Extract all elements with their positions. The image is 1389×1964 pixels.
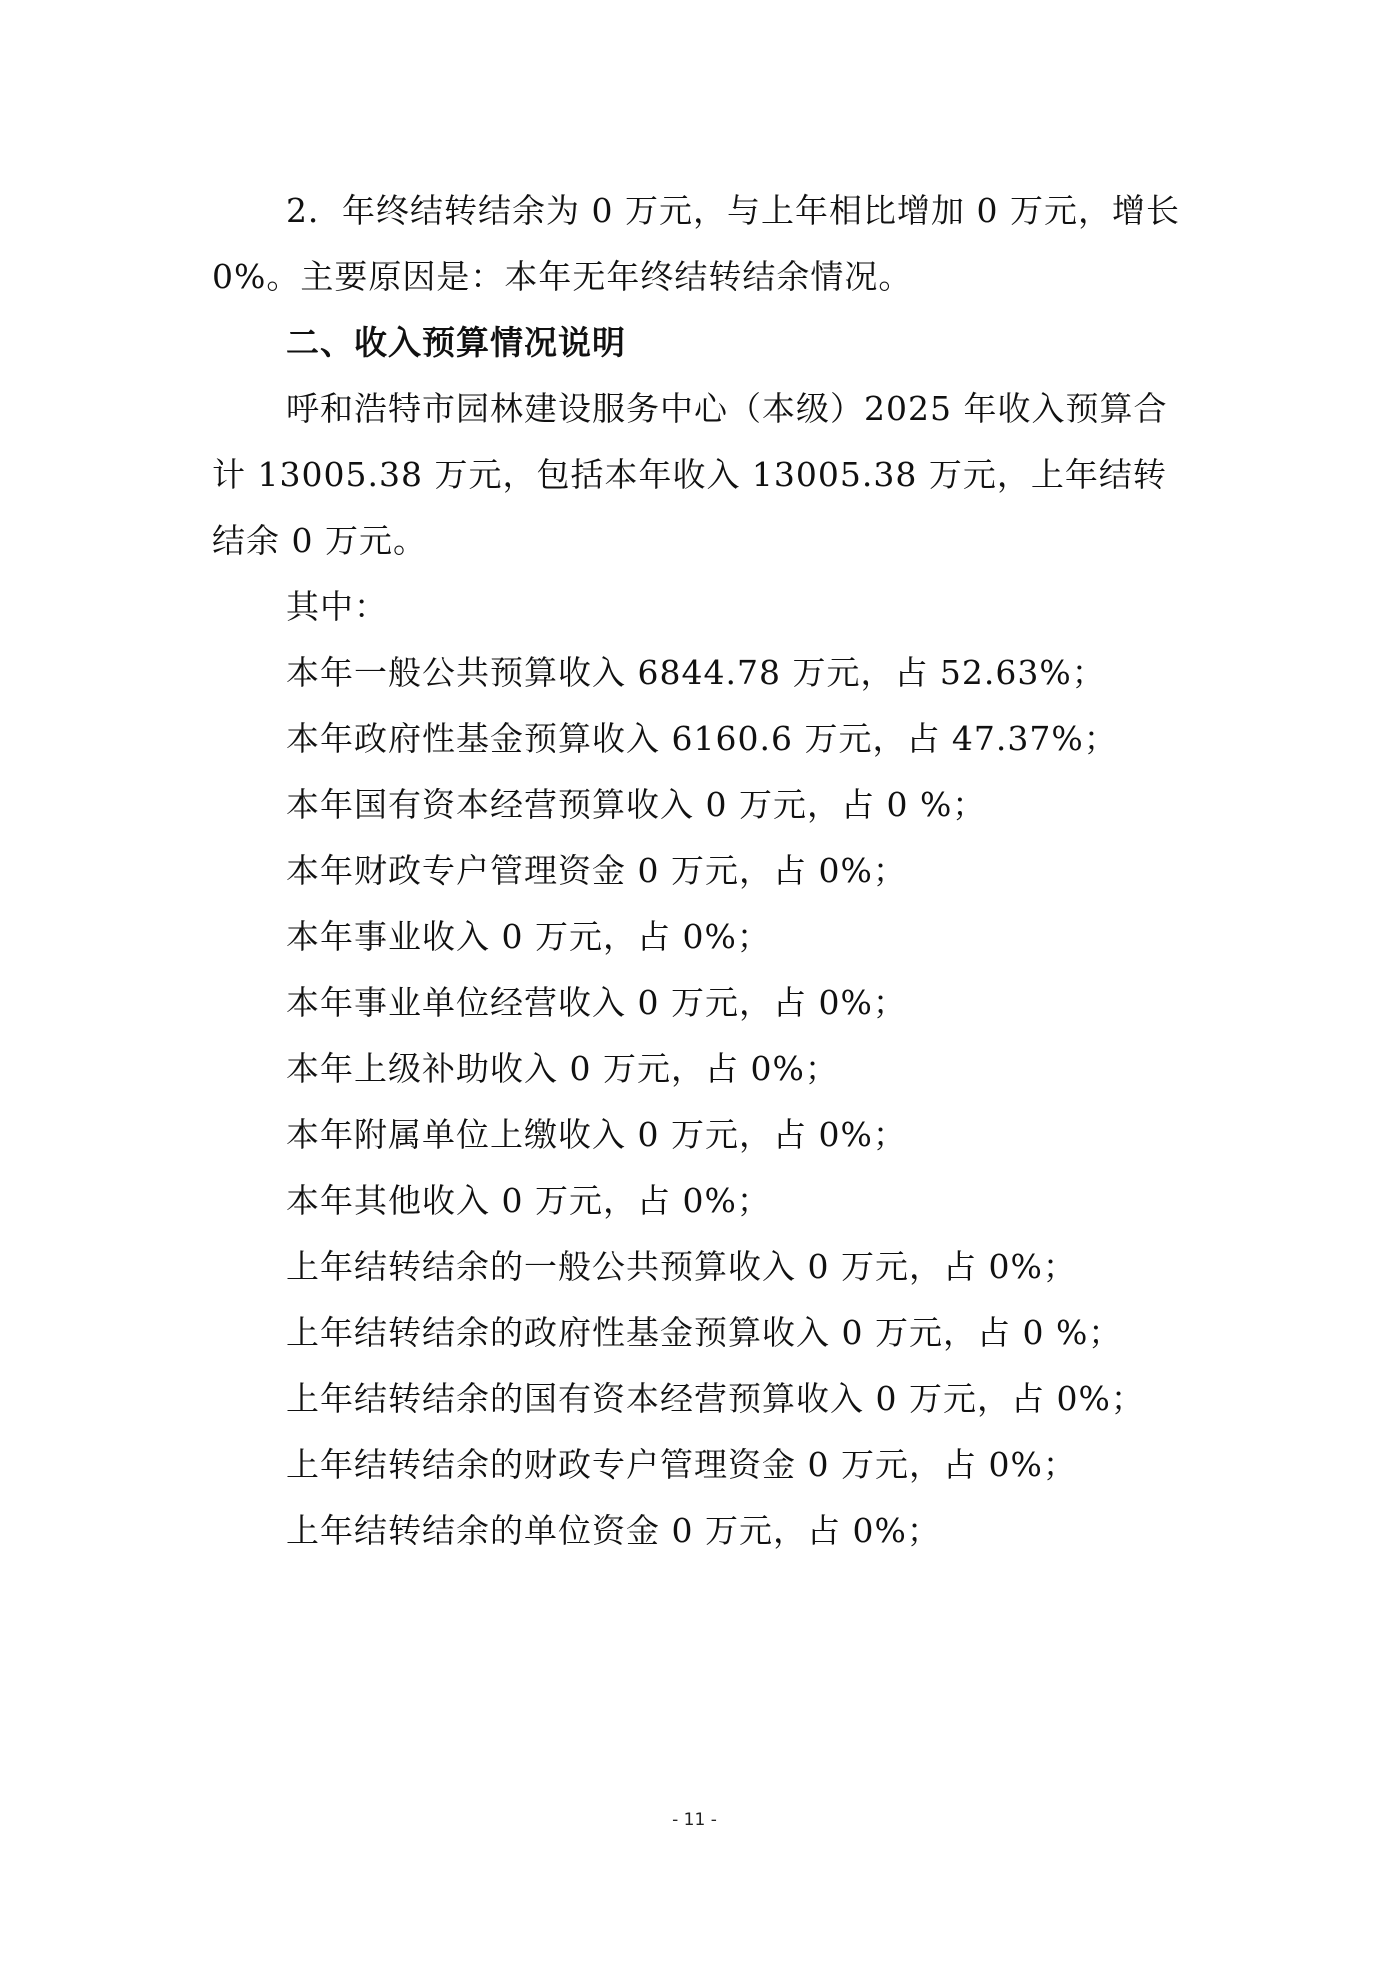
list-item: 上年结转结余的国有资本经营预算收入 0 万元，占 0%； <box>286 1379 1145 1418</box>
list-item: 本年附属单位上缴收入 0 万元，占 0%； <box>286 1115 907 1154</box>
page-number: - 11 - <box>672 1810 717 1830</box>
list-item: 本年国有资本经营预算收入 0 万元，占 0 %； <box>286 785 987 824</box>
list-item: 本年事业单位经营收入 0 万元，占 0%； <box>286 983 907 1022</box>
list-item: 上年结转结余的政府性基金预算收入 0 万元，占 0 %； <box>286 1313 1123 1352</box>
carryover-paragraph: 2．年终结转结余为 0 万元，与上年相比增加 0 万元，增长 0%。主要原因是：本年无年终结转结余情况。 <box>212 191 1180 296</box>
list-item: 本年财政专户管理资金 0 万元，占 0%； <box>286 851 907 890</box>
list-item: 本年事业收入 0 万元，占 0%； <box>286 917 771 956</box>
document-body <box>212 178 1182 1564</box>
lead-in-text: 其中： <box>286 587 388 626</box>
list-item: 本年一般公共预算收入 6844.78 万元，占 52.63%； <box>286 653 1106 692</box>
list-item: 上年结转结余的财政专户管理资金 0 万元，占 0%； <box>286 1445 1077 1484</box>
list-item: 上年结转结余的一般公共预算收入 0 万元，占 0%； <box>286 1247 1077 1286</box>
list-item: 本年上级补助收入 0 万元，占 0%； <box>286 1049 839 1088</box>
income-items-list <box>212 640 1182 1564</box>
summary-paragraph: 呼和浩特市园林建设服务中心（本级）2025 年收入预算合计 13005.38 万元，包括本年收入 13005.38 万元，上年结转结余 0 万元。 <box>212 389 1168 560</box>
list-item: 本年政府性基金预算收入 6160.6 万元，占 47.37%； <box>286 719 1118 758</box>
list-item: 上年结转结余的单位资金 0 万元，占 0%； <box>286 1511 941 1550</box>
section-heading: 二、收入预算情况说明 <box>286 323 626 362</box>
list-item: 本年其他收入 0 万元，占 0%； <box>286 1181 771 1220</box>
